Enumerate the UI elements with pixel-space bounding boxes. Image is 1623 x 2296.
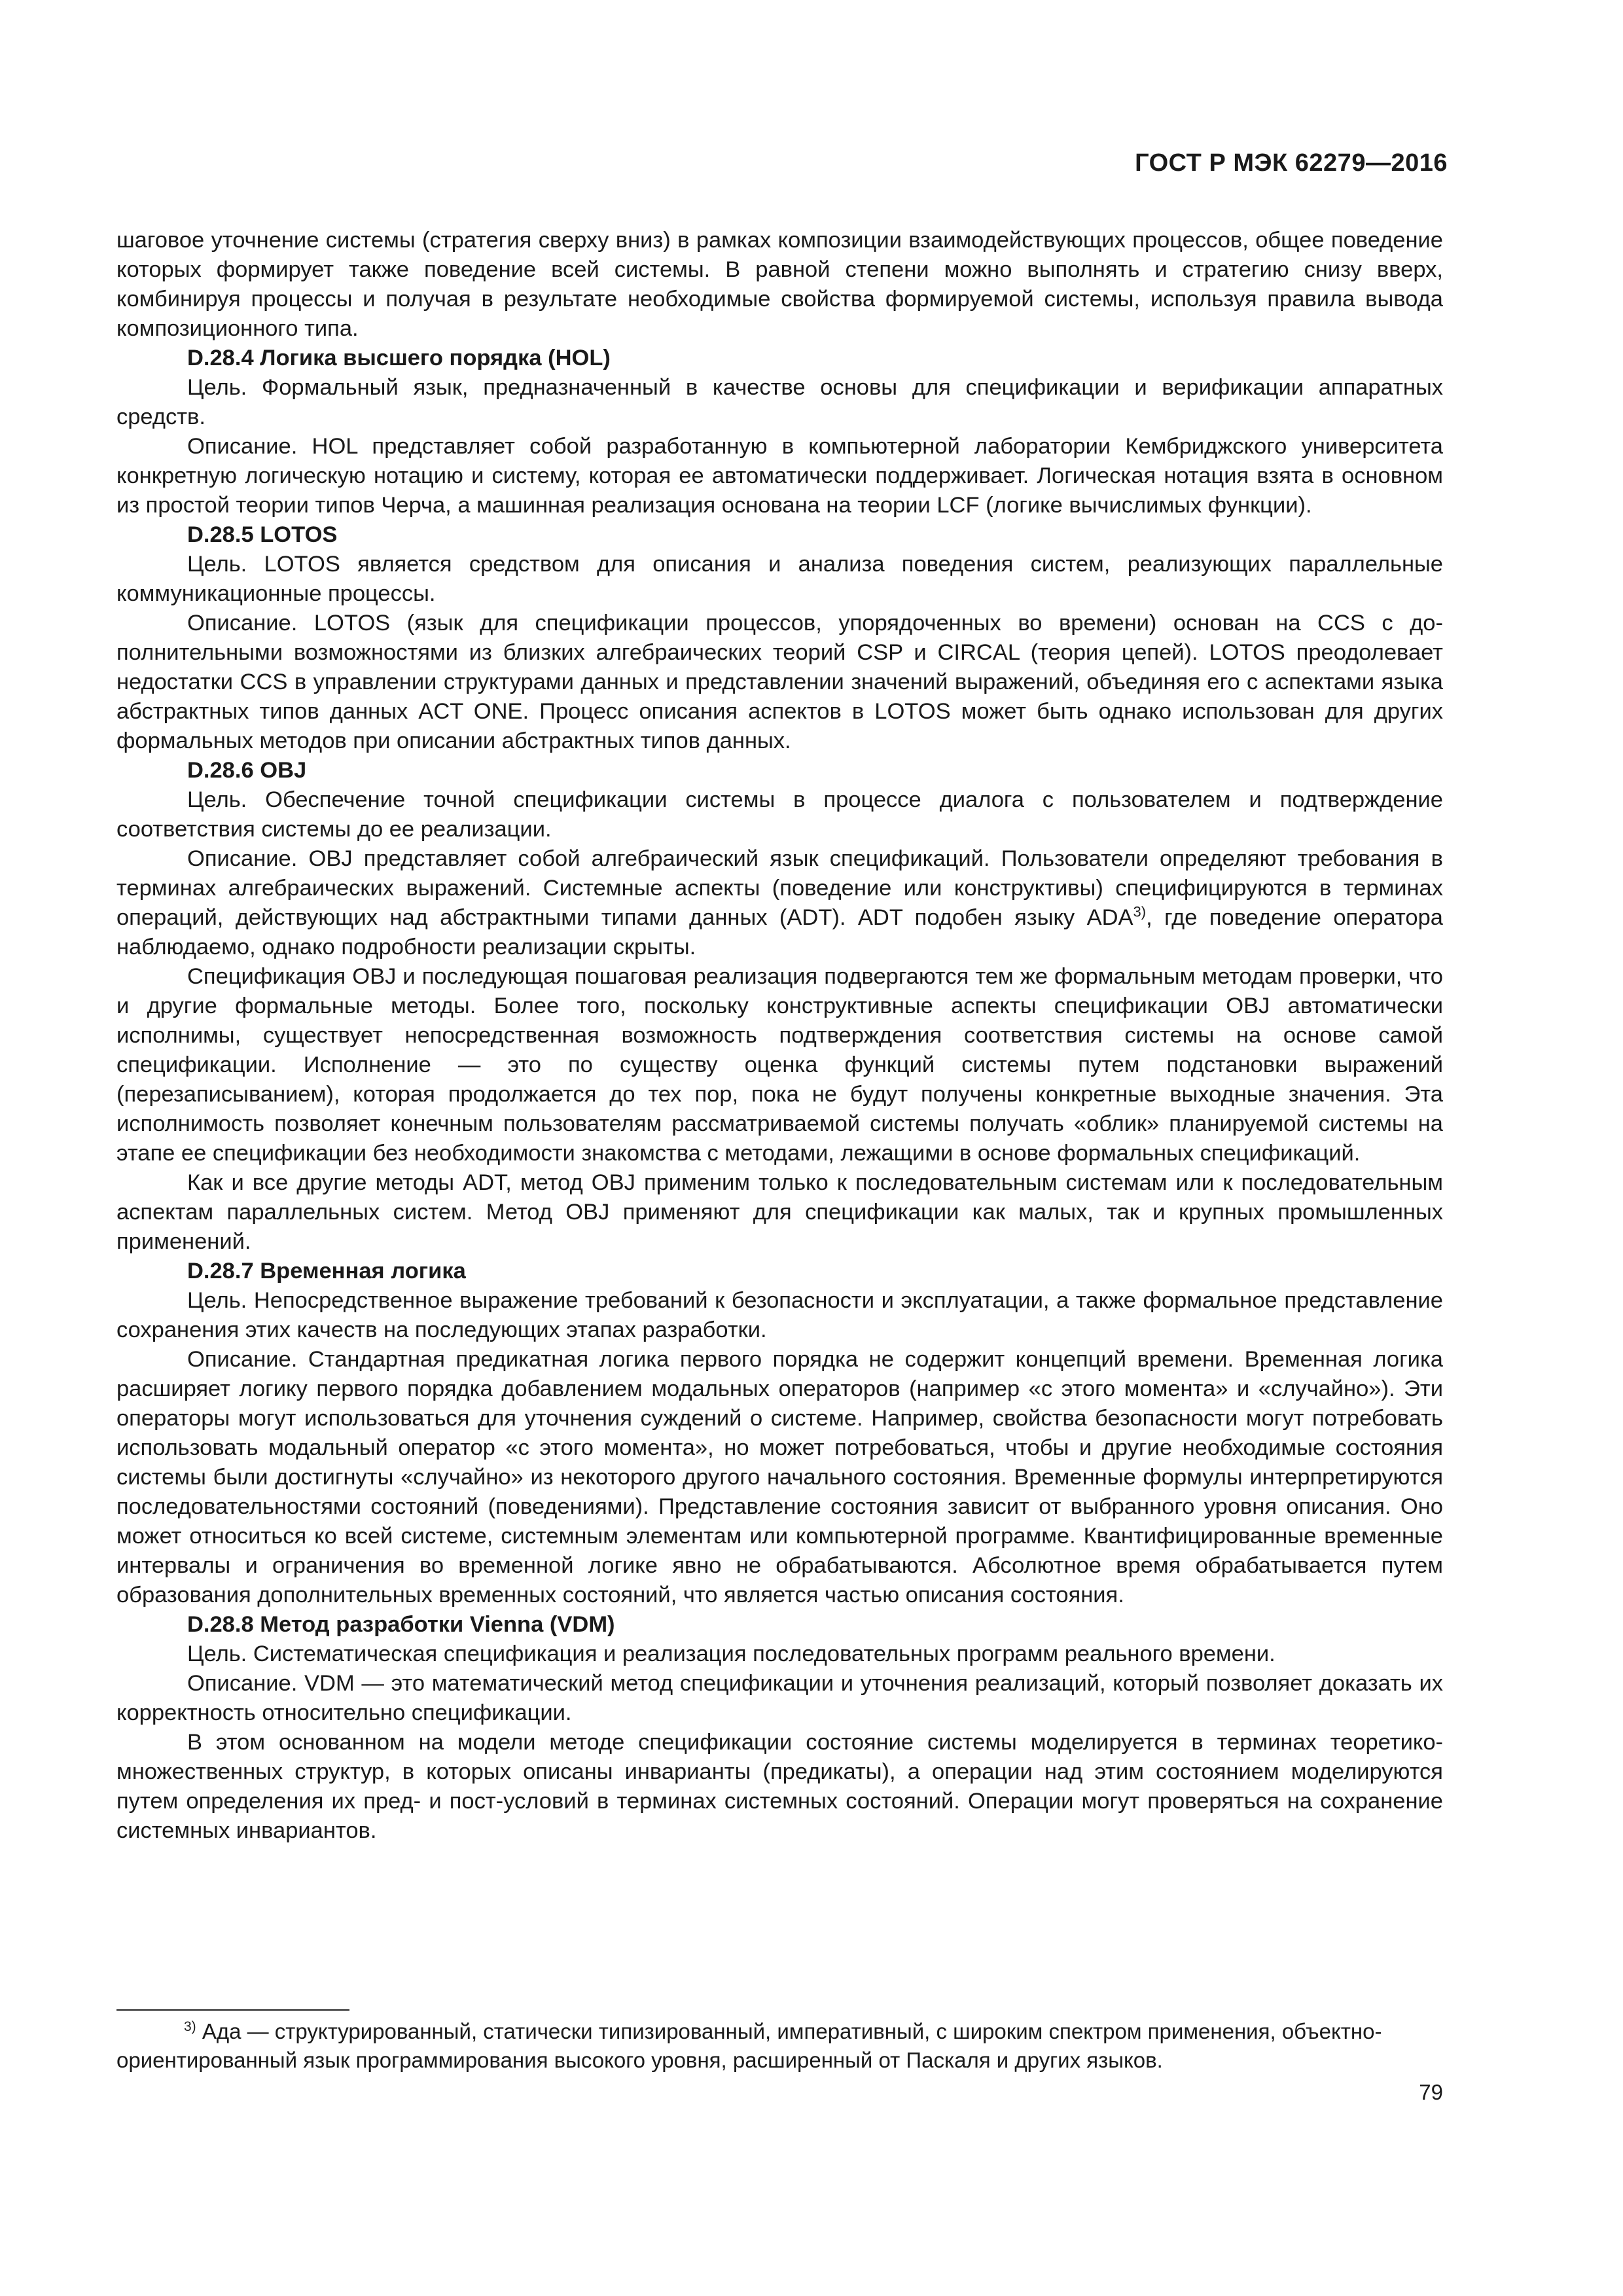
footnote	[116, 2017, 1443, 2075]
section-heading-temporal-logic: D.28.7 Временная логика	[187, 1259, 466, 1283]
obj-description-text-end: , где поведение оператора наблюдаемо, однако подробности реализации скрыты.	[116, 905, 1443, 960]
obj-scope-paragraph: Как и все другие методы ADT, метод OBJ применим только к последовательным системам или к последовательным аспектам параллельных систем. Метод OBJ применяют для спецификации как малых, так и крупных промышленных применений.	[116, 1170, 1443, 1254]
hol-goal-paragraph: Цель. Формальный язык, предназначенный в качестве основы для спецификации и верификации аппаратных средств.	[116, 375, 1443, 429]
vdm-goal-paragraph: Цель. Систематическая спецификация и реализация последовательных программ реального времени.	[187, 1641, 1275, 1666]
section-heading-lotos: D.28.5 LOTOS	[187, 522, 338, 547]
obj-specification-paragraph: Спецификация OBJ и последующая пошаговая реализация подвергаются тем же формальным методам проверки, что и другие формальные методы. Более того, поскольку конструктивные аспекты спецификации OBJ автоматически исполнимы, существует непосредственная возможность подтверждения соответствия системы на основе самой спецификации. Исполнение — это по существу оценка функций системы путем подстановки выражений (перезаписыванием), которая продолжается до тех пор, пока не будут получены конкретные выходные значения. Эта исполнимость позволяет конечным пользователям рассматриваемой системы получать «облик» планируемой системы на этапе ее спецификации без необходимости знакомства с методами, лежащими в основе формальных спецификаций.	[116, 964, 1443, 1166]
obj-description-paragraph	[116, 844, 1443, 962]
footnote-text: Ада — структурированный, статически типизированный, императивный, с широким спектром применения, объектно-ориентированный язык программирования высокого уровня, расширенный от Паскаля и других языков.	[116, 2019, 1382, 2072]
hol-description-paragraph: Описание. HOL представляет собой разработанную в компьютерной лаборатории Кембриджского университета конкретную логическую нотацию и систему, которая ее автоматически поддерживает. Логическая нотация взята в основном из простой теории типов Черча, а машинная реализация основана на теории LCF (логике вычислимых функции).	[116, 434, 1443, 518]
vdm-description-paragraph: Описание. VDM — это математический метод спецификации и уточнения реализаций, который позволяет доказать их корректность относительно спецификации.	[116, 1671, 1443, 1725]
section-heading-obj: D.28.6 OBJ	[187, 758, 307, 783]
footnote-marker: 3)	[184, 2019, 196, 2034]
page-number: 79	[1419, 2080, 1443, 2104]
vdm-model-paragraph: В этом основанном на модели методе спецификации состояние системы моделируется в терминах теоретико-множественных структур, в которых описаны инварианты (предикаты), а операции над этим состоянием моделируются путем определения их пред- и пост-условий в терминах системных состояний. Операции могут проверяться на сохранение системных инвариантов.	[116, 1730, 1443, 1843]
footnote-divider	[116, 2009, 349, 2011]
temporal-goal-paragraph: Цель. Непосредственное выражение требований к безопасности и эксплуатации, а также формальное представление сохранения этих качеств на последующих этапах разработки.	[116, 1288, 1443, 1342]
section-heading-hol: D.28.4 Логика высшего порядка (HOL)	[187, 346, 611, 370]
page-body	[116, 226, 1443, 1846]
footnote-reference[interactable]: 3)	[1133, 903, 1147, 920]
document-header: ГОСТ Р МЭК 62279—2016	[1135, 149, 1448, 177]
footnote-paragraph	[116, 2017, 1443, 2075]
obj-goal-paragraph: Цель. Обеспечение точной спецификации системы в процессе диалога с пользователем и подтверждение соответствия системы до ее реализации.	[116, 787, 1443, 842]
lotos-goal-paragraph: Цель. LOTOS является средством для описания и анализа поведения систем, реализующих параллельные коммуникационные процессы.	[116, 552, 1443, 606]
temporal-description-paragraph: Описание. Стандартная предикатная логика первого порядка не содержит концепций времени. Временная логика расширяет логику первого порядка добавлением модальных операторов (например «с этого момента» и «случайно»). Эти операторы могут использоваться для уточнения суждений о системе. Например, свойства безопасности могут потребовать использовать модальный оператор «с этого момента», но может потребоваться, чтобы и другие необходимые состояния системы были достигнуты «случайно» из некоторого другого начального состояния. Временные формулы интерпретируются последовательностями состояний (поведениями). Представление состояния зависит от выбранного уровня описания. Оно может относиться ко всей системе, системным элементам или компьютерной программе. Квантифицированные временные интервалы и ограничения во временной логике явно не обрабатываются. Абсолютное время обрабатывается путем образования дополнительных временных состояний, что является частью описания состояния.	[116, 1347, 1443, 1607]
section-heading-vdm: D.28.8 Метод разработки Vienna (VDM)	[187, 1612, 615, 1637]
intro-paragraph: шаговое уточнение системы (стратегия сверху вниз) в рамках композиции взаимодействующих процессов, общее поведение которых формирует также поведение всей системы. В равной степени можно выполнять и стратегию снизу вверх, комбинируя процессы и получая в результате необходимые свойства формируемой системы, используя правила вывода композиционного типа.	[116, 228, 1443, 341]
lotos-description-paragraph: Описание. LOTOS (язык для спецификации процессов, упорядоченных во времени) основан на CCS с дополнительными возможностями из близких алгебраических теорий CSP и CIRCAL (теория цепей). LOTOS преодолевает недостатки CCS в управлении структурами данных и представлении значений выражений, объединяя его с аспектами языка абстрактных типов данных ACT ONE. Процесс описания аспектов в LOTOS может быть однако использован для других формальных методов при описании абстрактных типов данных.	[116, 611, 1443, 753]
obj-description-text: Описание. OBJ представляет собой алгебраический язык спецификаций. Пользователи определяют требования в терминах алгебраических выражений. Системные аспекты (поведение или конструктивы) специфицируются в терминах операций, действующих над абстрактными типами данных (ADT). ADT подобен языку ADA	[116, 846, 1443, 930]
